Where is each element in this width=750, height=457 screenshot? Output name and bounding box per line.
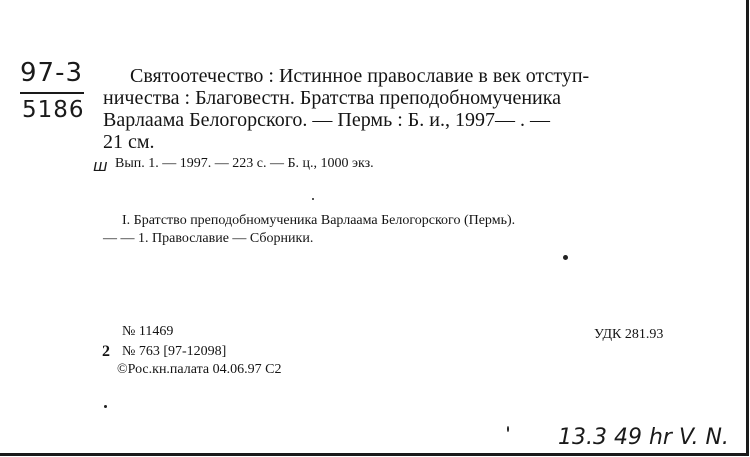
volume-scribble: ш	[93, 156, 108, 175]
title-line-2: ничества : Благовестн. Братства преподобномученика	[103, 87, 562, 109]
ink-spot	[507, 426, 509, 432]
record-number: № 763 [97-12098]	[122, 344, 227, 359]
title-line-1: Святоотечество : Истинное православие в век отступ-	[130, 65, 590, 87]
udc-code: УДК 281.93	[594, 327, 664, 342]
tracing-line-1: I. Братство преподобномученика Варлаама Белогорского (Пермь).	[122, 213, 516, 228]
margin-mark: 2	[102, 343, 110, 360]
card-number: № 11469	[122, 324, 174, 339]
call-number-bottom: 5186	[22, 97, 85, 123]
handwritten-note: 13.3 49 hr V. N.	[558, 425, 729, 450]
call-number-divider	[20, 92, 84, 94]
tracing-line-2: — — 1. Православие — Сборники.	[103, 231, 314, 246]
book-chamber-stamp: ©Рос.кн.палата 04.06.97 С2	[117, 362, 282, 377]
ink-spot	[563, 255, 568, 260]
call-number-top: 97-3	[20, 58, 84, 88]
volume-line: Вып. 1. — 1997. — 223 с. — Б. ц., 1000 экз.	[115, 156, 374, 171]
ink-spot	[312, 198, 314, 200]
title-line-3: Варлаама Белогорского. — Пермь : Б. и., 1997— . —	[103, 109, 550, 131]
ink-spot	[104, 405, 107, 408]
title-line-4: 21 см.	[103, 131, 155, 153]
